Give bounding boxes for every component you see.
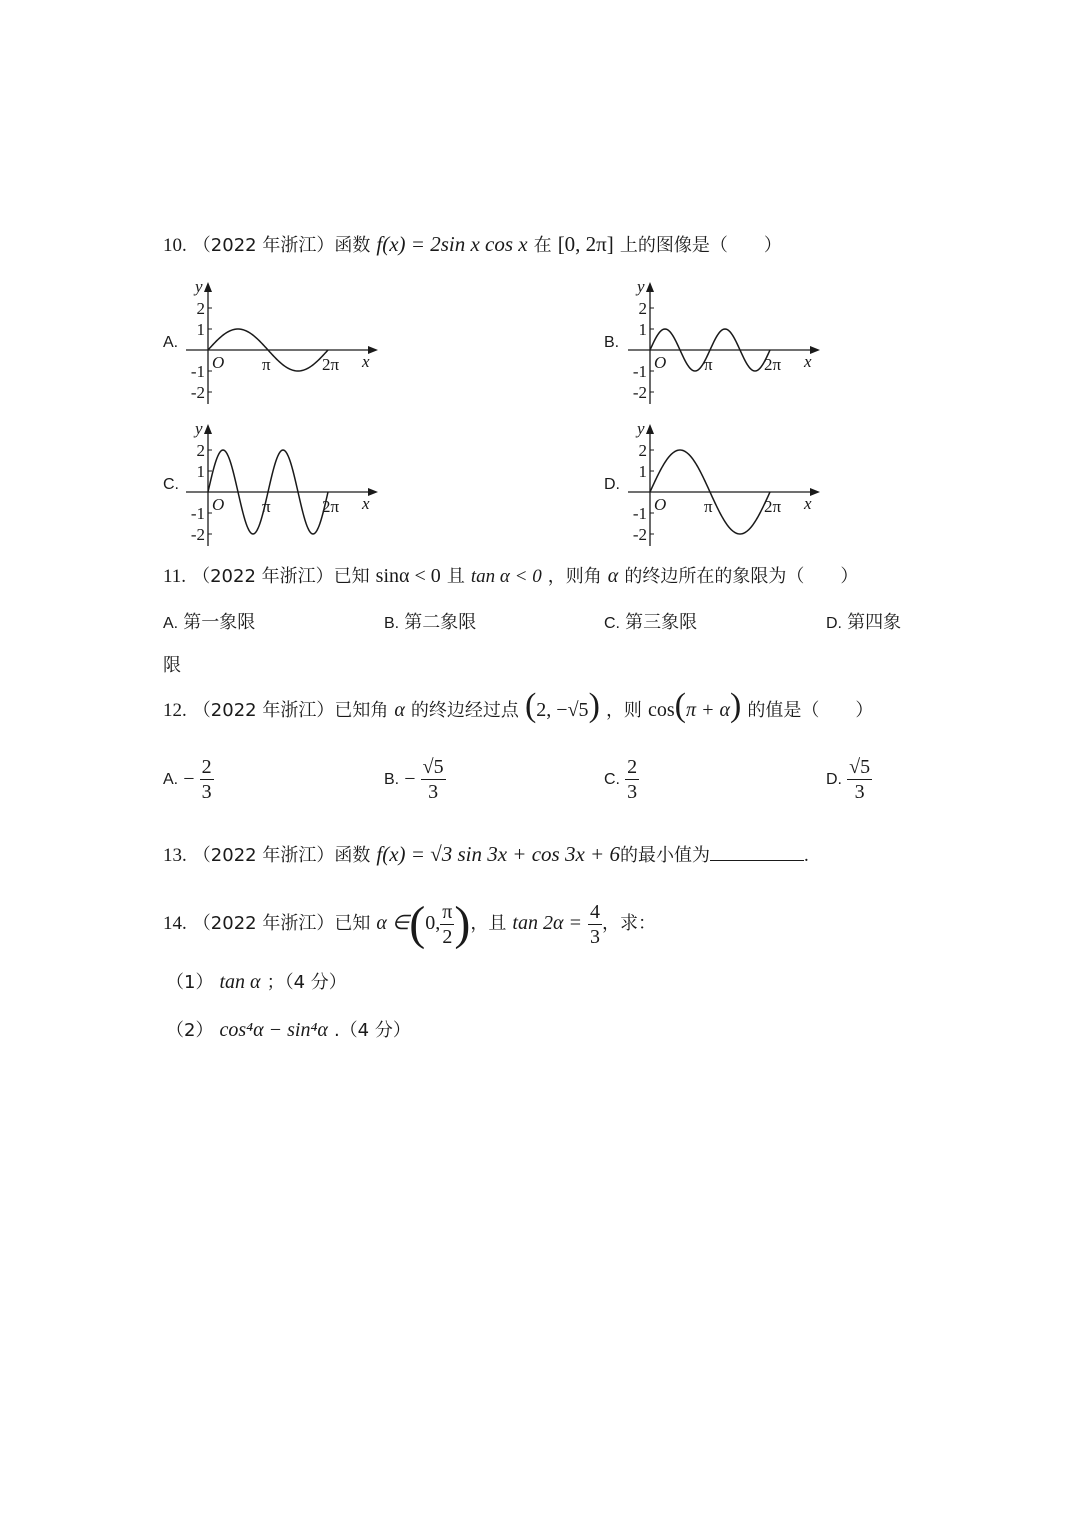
y-tick-label: -2	[190, 525, 205, 544]
y-tick-label: -2	[190, 383, 205, 402]
sub-points: ；（4 分）	[266, 972, 347, 993]
q13-answer-blank[interactable]	[710, 840, 804, 861]
option-label: D.	[826, 615, 842, 632]
q13-end: .	[803, 845, 809, 866]
y-tick-label: 2	[196, 441, 205, 460]
q12-number: 12.	[163, 700, 187, 721]
q12-option-a[interactable]	[163, 756, 214, 803]
paren-left: (	[524, 687, 537, 724]
sub-label: （2）	[166, 1020, 214, 1041]
q14-tan-expr: tan 2α =	[512, 912, 582, 934]
q14-int-left: 0,	[425, 912, 441, 934]
q12-stem	[163, 687, 874, 724]
y-tick-label: 1	[638, 320, 647, 339]
y-tick-label: -2	[632, 525, 647, 544]
q12-option-b[interactable]	[384, 756, 446, 803]
y-axis-label: y	[637, 277, 645, 296]
q10-mid: 在	[533, 235, 552, 256]
origin-label: O	[654, 495, 667, 514]
x-tick-label-2pi: 2π	[764, 497, 782, 516]
q11-cond1: sinα < 0	[375, 565, 441, 587]
option-label: A.	[163, 771, 179, 788]
option-text: 第三象限	[625, 612, 698, 633]
sub-points: .（4 分）	[333, 1020, 411, 1041]
x-axis-label: x	[804, 352, 812, 371]
q10-option-a-label[interactable]: A.	[163, 334, 179, 351]
q11-option-c[interactable]	[604, 608, 697, 634]
q11-option-d-wrap: 限	[163, 655, 181, 676]
q10-interval: [0, 2π]	[557, 232, 614, 256]
q10-graph-b[interactable]	[622, 276, 822, 408]
x-tick-label-pi: π	[262, 355, 271, 374]
q13-stem	[163, 840, 809, 868]
q12-option-c[interactable]	[604, 756, 639, 803]
q12-expr-inner: π + α	[685, 699, 730, 721]
numerator: √5	[422, 756, 444, 778]
y-axis-label: y	[195, 277, 203, 296]
q13-formula: f(x) = √3 sin 3x + cos 3x + 6	[376, 842, 620, 866]
q11-and: 且	[446, 566, 465, 587]
y-tick-label: 2	[638, 441, 647, 460]
q10-option-c-label[interactable]: C.	[163, 476, 179, 493]
q11-option-d[interactable]	[826, 608, 901, 634]
sub-expr: tan α	[219, 971, 261, 993]
origin-label: O	[654, 353, 667, 372]
q10-number: 10.	[163, 235, 187, 256]
q14-alpha-in: α ∈	[376, 912, 410, 934]
numerator: 2	[627, 756, 638, 778]
q11-stem	[163, 564, 858, 589]
q11-alpha: α	[607, 565, 619, 587]
q11-cond2: tan α < 0	[470, 566, 542, 587]
option-text: 第四象	[847, 612, 902, 633]
y-tick-label: 1	[196, 462, 205, 481]
q12-text4: 的值是（ ）	[747, 700, 874, 721]
q13-number: 13.	[163, 845, 187, 866]
denominator: 2	[442, 925, 453, 948]
q12-option-d[interactable]	[826, 756, 872, 803]
x-tick-label-2pi: 2π	[322, 355, 340, 374]
numerator: π	[442, 900, 453, 923]
q10-graph-c[interactable]	[180, 418, 380, 550]
option-text: 第二象限	[404, 612, 477, 633]
sub-label: （1）	[166, 972, 214, 993]
option-fraction	[200, 756, 214, 803]
y-tick-label: 1	[638, 462, 647, 481]
q10-graph-a[interactable]	[180, 276, 380, 408]
paren-left: (	[409, 897, 426, 950]
q11-option-a[interactable]	[163, 608, 255, 634]
numerator: √5	[849, 756, 871, 778]
q13-text2: 的最小值为	[619, 845, 710, 866]
x-tick-label-pi: π	[704, 355, 713, 374]
q12-text3: ，则	[605, 700, 642, 721]
option-fraction	[847, 756, 872, 803]
q10-option-b-label[interactable]: B.	[604, 334, 620, 351]
y-axis-arrow	[646, 282, 654, 292]
y-axis-arrow	[204, 282, 212, 292]
x-tick-label-pi: π	[704, 497, 713, 516]
q14-fraction-pi-2	[440, 901, 454, 948]
q14-text3: ，求：	[602, 913, 657, 934]
q14-sub1	[166, 970, 347, 995]
option-label: B.	[384, 615, 400, 632]
q10-graph-d[interactable]	[622, 418, 822, 550]
q12-alpha: α	[394, 699, 405, 721]
option-fraction	[421, 756, 446, 803]
q11-rest2: 的终边所在的象限为（ ）	[624, 566, 859, 587]
q14-text2: ，且	[470, 913, 507, 934]
q12-text2: 的终边经过点	[410, 700, 519, 721]
y-tick-label: -1	[190, 504, 205, 523]
q11-text: （2022 年浙江）已知	[192, 566, 370, 587]
option-fraction	[625, 756, 639, 803]
option-sign: −	[183, 768, 195, 790]
option-label: A.	[163, 615, 179, 632]
y-axis-label: y	[637, 419, 645, 438]
denominator: 3	[201, 781, 212, 803]
denominator: 3	[590, 925, 601, 948]
x-tick-label-pi: π	[262, 497, 271, 516]
denominator: 3	[854, 781, 865, 803]
q10-stem	[163, 232, 782, 258]
x-tick-label-2pi: 2π	[322, 497, 340, 516]
denominator: 3	[627, 781, 638, 803]
paren-right: )	[730, 687, 742, 724]
sub-expr: cos⁴α − sin⁴α	[219, 1019, 328, 1041]
origin-label: O	[212, 353, 225, 372]
q11-number: 11.	[163, 566, 187, 587]
q12-point: 2, −√5	[536, 699, 589, 721]
q14-fraction-4-3	[588, 901, 602, 948]
y-tick-label: -1	[190, 362, 205, 381]
denominator: 3	[428, 781, 439, 803]
origin-label: O	[212, 495, 225, 514]
q14-text: （2022 年浙江）已知	[192, 913, 371, 934]
x-axis-label: x	[362, 494, 370, 513]
q11-rest: ，则角	[547, 566, 602, 587]
y-tick-label: -1	[632, 362, 647, 381]
y-tick-label: -2	[632, 383, 647, 402]
option-sign: −	[404, 768, 416, 790]
q10-formula: f(x) = 2sin x cos x	[376, 232, 528, 256]
y-axis-arrow	[204, 424, 212, 434]
paren-right: )	[454, 897, 471, 950]
option-label: C.	[604, 771, 620, 788]
q12-expr: cos	[647, 699, 675, 721]
y-axis-arrow	[646, 424, 654, 434]
x-axis-label: x	[362, 352, 370, 371]
x-axis-label: x	[804, 494, 812, 513]
y-tick-label: -1	[632, 504, 647, 523]
y-tick-label: 2	[638, 299, 647, 318]
option-label: D.	[826, 771, 842, 788]
q11-option-b[interactable]	[384, 608, 476, 634]
paren-right: )	[588, 687, 600, 724]
q14-number: 14.	[163, 913, 187, 934]
option-label: C.	[604, 615, 620, 632]
q10-suffix: 上的图像是（ ）	[619, 235, 782, 256]
q12-text: （2022 年浙江）已知角	[192, 700, 389, 721]
y-tick-label: 1	[196, 320, 205, 339]
y-axis-label: y	[195, 419, 203, 438]
q14-sub2	[166, 1018, 411, 1043]
paren-left: (	[674, 687, 686, 724]
option-text: 第一象限	[183, 612, 256, 633]
q10-prefix: （2022 年浙江）函数	[192, 235, 371, 256]
numerator: 4	[590, 900, 601, 923]
q10-option-d-label[interactable]: D.	[604, 476, 620, 493]
option-label: B.	[384, 771, 400, 788]
y-tick-label: 2	[196, 299, 205, 318]
q14-stem	[163, 896, 656, 951]
x-tick-label-2pi: 2π	[764, 355, 782, 374]
numerator: 2	[201, 756, 212, 778]
q13-text: （2022 年浙江）函数	[192, 845, 371, 866]
